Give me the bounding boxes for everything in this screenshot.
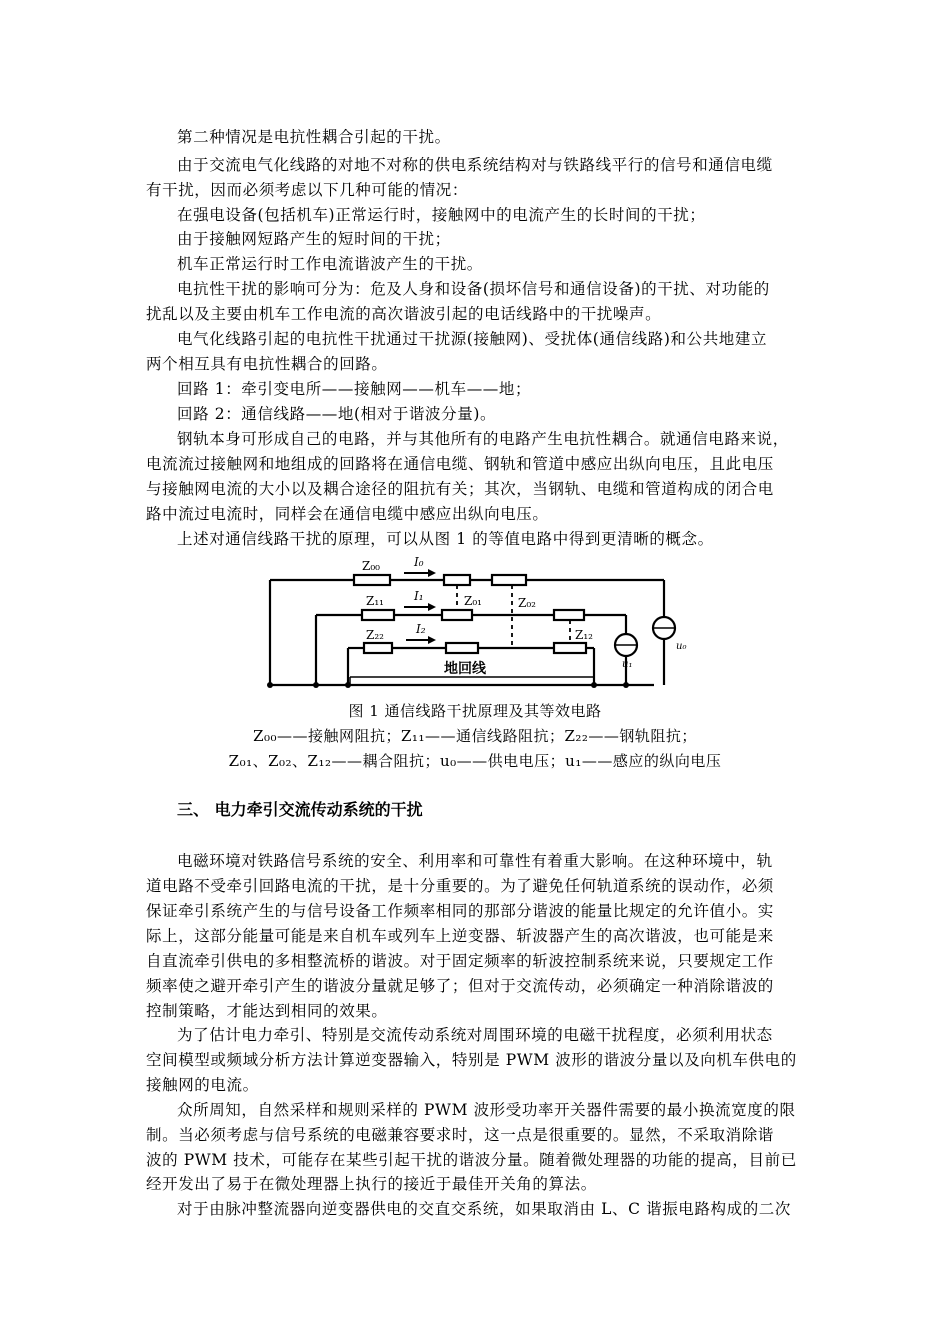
paragraph-line: 电抗性干扰的影响可分为：危及人身和设备(损坏信号和通信设备)的干扰、对功能的: [177, 280, 770, 298]
paragraph-line: 两个相互具有电抗性耦合的回路。: [146, 355, 388, 373]
label-ground-return: 地回线: [444, 661, 486, 677]
paragraph-line: 自直流牵引供电的多相整流桥的谐波。对于固定频率的斩波控制系统来说，只要规定工作: [146, 952, 774, 970]
label-z12: Z₁₂: [575, 628, 593, 642]
paragraph-line: 众所周知，自然采样和规则采样的 PWM 波形受功率开关器件需要的最小换流宽度的限: [177, 1101, 796, 1119]
paragraph-line: 回路 1：牵引变电所——接触网——机车——地；: [177, 380, 532, 398]
label-z02: Z₀₂: [518, 596, 536, 610]
resistor: [444, 575, 470, 585]
paragraph-line: 保证牵引系统产生的与信号设备工作频率相同的那部分谐波的能量比规定的允许值小。实: [146, 902, 774, 920]
resistor: [442, 610, 472, 620]
paragraph-line: 经开发出了易于在微处理器上执行的接近于最佳开关角的算法。: [146, 1175, 597, 1193]
paragraph-line: 频率使之避开牵引产生的谐波分量就足够了；但对于交流传动，必须确定一种消除谐波的: [146, 977, 774, 995]
paragraph-line: 扰乱以及主要由机车工作电流的高次谐波引起的电话线路中的干扰噪声。: [146, 305, 662, 323]
resistor: [446, 643, 478, 653]
paragraph-line: 由于接触网短路产生的短时间的干扰；: [177, 230, 451, 248]
label-i2: I₂: [416, 622, 426, 636]
paragraph-line: 第二种情况是电抗性耦合引起的干扰。: [177, 128, 451, 146]
equivalent-circuit-figure: [264, 555, 696, 695]
paragraph-line: 在强电设备(包括机车)正常运行时，接触网中的电流产生的长时间的干扰；: [177, 206, 706, 224]
resistor-z11: [362, 610, 394, 620]
resistor: [554, 610, 584, 620]
paragraph-line: 钢轨本身可形成自己的电路，并与其他所有的电路产生电抗性耦合。就通信电路来说，: [177, 430, 789, 448]
paragraph-line: 路中流过电流时，同样会在通信电缆中感应出纵向电压。: [146, 505, 549, 523]
paragraph-line: 道电路不受牵引回路电流的干扰，是十分重要的。为了避免任何轨道系统的误动作，必须: [146, 877, 774, 895]
paragraph-line: 电气化线路引起的电抗性干扰通过干扰源(接触网)、受扰体(通信线路)和公共地建立: [177, 330, 768, 348]
paragraph-line: 对于由脉冲整流器向逆变器供电的交直交系统，如果取消由 L、C 谐振电路构成的二次: [177, 1200, 792, 1218]
label-z01: Z₀₁: [464, 594, 482, 608]
figure-legend-line: Z₀₀——接触网阻抗；Z₁₁——通信线路阻抗；Z₂₂——钢轨阻抗；: [253, 727, 697, 745]
paragraph-line: 控制策略，才能达到相同的效果。: [146, 1002, 388, 1020]
resistor-z00: [354, 575, 390, 585]
paragraph-line: 机车正常运行时工作电流谐波产生的干扰。: [177, 255, 483, 273]
label-i0: I₀: [414, 555, 424, 569]
resistor: [492, 575, 526, 585]
paragraph-line: 波的 PWM 技术，可能存在某些引起干扰的谐波分量。随着微处理器的功能的提高，目前已: [146, 1151, 797, 1169]
figure-caption: 图 1 通信线路干扰原理及其等效电路: [348, 702, 602, 720]
label-z00: Z₀₀: [362, 559, 380, 573]
paragraph-line: 空间模型或频域分析方法计算逆变器输入，特别是 PWM 波形的谐波分量以及向机车供电的: [146, 1051, 797, 1069]
label-u1: u₁: [622, 659, 633, 670]
label-i1: I₁: [414, 589, 424, 603]
paragraph-line: 际上，这部分能量可能是来自机车或列车上逆变器、斩波器产生的高次谐波，也可能是来: [146, 927, 774, 945]
paragraph-line: 回路 2：通信线路——地(相对于谐波分量)。: [177, 405, 497, 423]
label-z22: Z₂₂: [366, 628, 384, 642]
paragraph-line: 上述对通信线路干扰的原理，可以从图 1 的等值电路中得到更清晰的概念。: [177, 530, 714, 548]
paragraph-line: 有干扰，因而必须考虑以下几种可能的情况：: [146, 181, 469, 199]
resistor: [554, 643, 586, 653]
paragraph-line: 与接触网电流的大小以及耦合途径的阻抗有关；其次，当钢轨、电缆和管道构成的闭合电: [146, 480, 774, 498]
resistor-z22: [364, 643, 392, 653]
paragraph-line: 接触网的电流。: [146, 1076, 259, 1094]
paragraph-line: 电磁环境对铁路信号系统的安全、利用率和可靠性有着重大影响。在这种环境中，轨: [177, 852, 773, 870]
paragraph-line: 由于交流电气化线路的对地不对称的供电系统结构对与铁路线平行的信号和通信电缆: [177, 156, 773, 174]
label-z11: Z₁₁: [366, 594, 384, 608]
paragraph-line: 电流流过接触网和地组成的回路将在通信电缆、钢轨和管道中感应出纵向电压，且此电压: [146, 455, 774, 473]
paragraph-line: 制。当必须考虑与信号系统的电磁兼容要求时，这一点是很重要的。显然，不采取消除谐: [146, 1126, 774, 1144]
paragraph-line: 为了估计电力牵引、特别是交流传动系统对周围环境的电磁干扰程度，必须利用状态: [177, 1026, 773, 1044]
figure-legend-line: Z₀₁、Z₀₂、Z₁₂——耦合阻抗；u₀——供电电压；u₁——感应的纵向电压: [228, 752, 722, 770]
label-u0: u₀: [676, 641, 687, 652]
section-heading: 三、 电力牵引交流传动系统的干扰: [177, 800, 423, 819]
